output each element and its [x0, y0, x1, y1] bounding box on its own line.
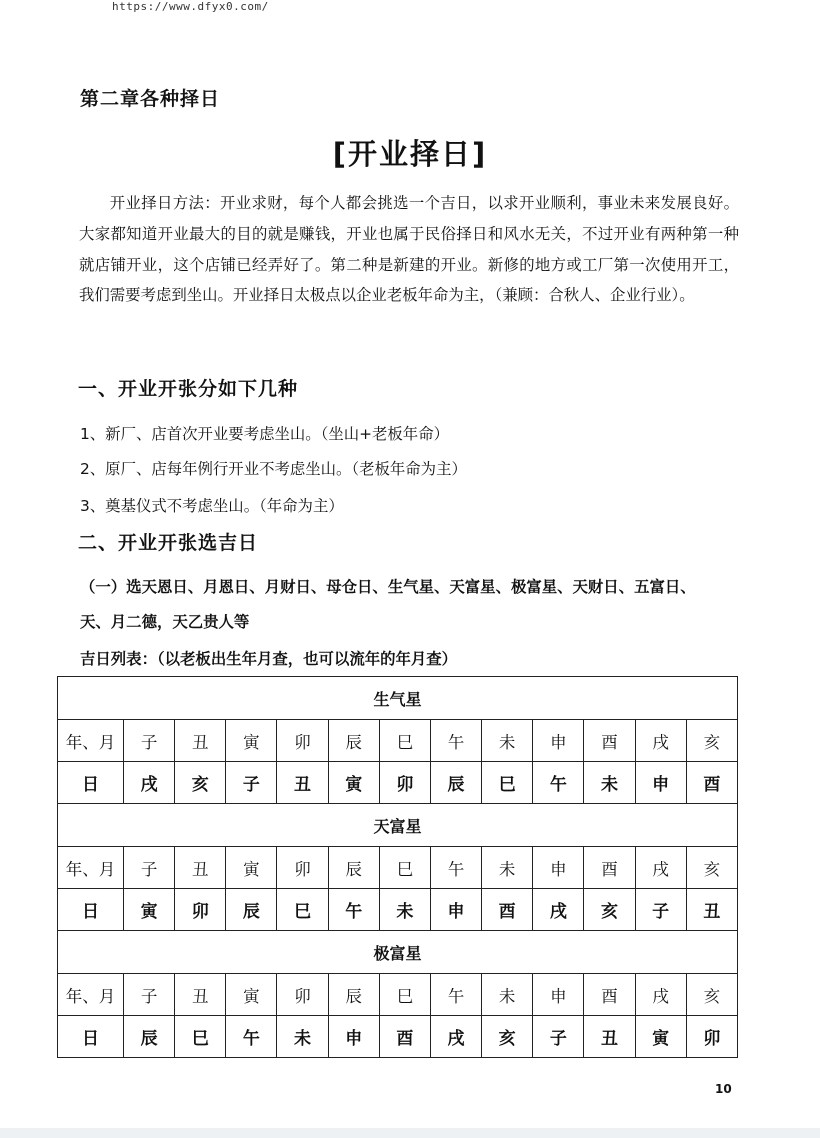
viewer-bottom-bar: [0, 1128, 820, 1138]
month-branch-cell: 子: [124, 847, 175, 889]
month-branch-cell: 未: [482, 847, 533, 889]
day-branch-cell: 卯: [175, 889, 226, 931]
day-branch-cell: 戌: [430, 1016, 481, 1058]
day-branch-cell: 巳: [482, 762, 533, 804]
day-branch-cell: 申: [635, 762, 686, 804]
day-branch-cell: 申: [328, 1016, 379, 1058]
month-branch-cell: 午: [430, 974, 481, 1016]
star-name-header: 生气星: [58, 677, 738, 720]
month-branch-cell: 丑: [175, 847, 226, 889]
day-branch-cell: 巳: [175, 1016, 226, 1058]
row-label-day: 日: [58, 1016, 124, 1058]
day-branch-cell: 辰: [430, 762, 481, 804]
page-number: 10: [715, 1082, 732, 1096]
day-branch-cell: 亥: [584, 889, 635, 931]
month-branch-cell: 子: [124, 974, 175, 1016]
month-branch-cell: 寅: [226, 847, 277, 889]
month-branch-cell: 巳: [379, 720, 430, 762]
day-branch-cell: 酉: [482, 889, 533, 931]
month-branch-cell: 丑: [175, 720, 226, 762]
month-branch-cell: 戌: [635, 720, 686, 762]
intro-paragraph: 开业择日方法：开业求财，每个人都会挑选一个吉日，以求开业顺利，事业未来发展良好。大家都知道开业最大的目的就是赚钱，开业也属于民俗择日和风水无关，不过开业有两种第一种就店铺开业，这个店铺已经弄好了。第二种是新建的开业。新修的地方或工厂第一次使用开工，我们需要考虑到坐山。开业择日太极点以企业老板年命为主，（兼顾：合秋人、企业行业）。: [79, 194, 739, 305]
month-branch-cell: 子: [124, 720, 175, 762]
month-branch-cell: 未: [482, 720, 533, 762]
day-branch-cell: 酉: [379, 1016, 430, 1058]
day-branch-cell: 子: [533, 1016, 584, 1058]
month-branch-cell: 亥: [686, 847, 737, 889]
month-branch-cell: 辰: [328, 974, 379, 1016]
month-branch-cell: 午: [430, 847, 481, 889]
star-name-header: 天富星: [58, 804, 738, 847]
auspicious-list-line1: （一）选天恩日、月恩日、月财日、母仓日、生气星、天富星、极富星、天财日、五富日、: [80, 578, 696, 596]
section2-heading: 二、开业开张选吉日: [78, 532, 259, 554]
month-branch-cell: 丑: [175, 974, 226, 1016]
month-branch-cell: 午: [430, 720, 481, 762]
row-label-month: 年、月: [58, 974, 124, 1016]
month-branch-cell: 巳: [379, 974, 430, 1016]
list-title: 吉日列表：（以老板出生年月查，也可以流年的年月查）: [80, 650, 458, 668]
day-branch-cell: 午: [328, 889, 379, 931]
day-branch-cell: 卯: [686, 1016, 737, 1058]
month-branch-cell: 戌: [635, 847, 686, 889]
day-branch-cell: 丑: [277, 762, 328, 804]
month-branch-cell: 戌: [635, 974, 686, 1016]
month-branch-cell: 申: [533, 974, 584, 1016]
source-url: https://www.dfyx0.com/: [112, 0, 269, 13]
day-branch-cell: 丑: [686, 889, 737, 931]
day-branch-cell: 酉: [686, 762, 737, 804]
day-branch-cell: 寅: [328, 762, 379, 804]
row-label-day: 日: [58, 889, 124, 931]
day-branch-cell: 丑: [584, 1016, 635, 1058]
month-branch-cell: 亥: [686, 974, 737, 1016]
month-branch-cell: 酉: [584, 847, 635, 889]
month-branch-cell: 寅: [226, 974, 277, 1016]
row-label-month: 年、月: [58, 720, 124, 762]
month-branch-cell: 酉: [584, 720, 635, 762]
month-branch-cell: 辰: [328, 720, 379, 762]
star-name-header: 极富星: [58, 931, 738, 974]
day-branch-cell: 巳: [277, 889, 328, 931]
month-branch-cell: 申: [533, 847, 584, 889]
day-branch-cell: 亥: [175, 762, 226, 804]
section1-heading: 一、开业开张分如下几种: [78, 378, 299, 400]
day-branch-cell: 未: [379, 889, 430, 931]
page-title: [开业择日]: [332, 137, 488, 171]
day-branch-cell: 子: [635, 889, 686, 931]
month-branch-cell: 卯: [277, 974, 328, 1016]
row-label-month: 年、月: [58, 847, 124, 889]
chapter-title: 第二章各种择日: [80, 88, 221, 110]
day-branch-cell: 午: [226, 1016, 277, 1058]
day-branch-cell: 卯: [379, 762, 430, 804]
month-branch-cell: 卯: [277, 720, 328, 762]
auspicious-day-table: [57, 676, 738, 1058]
month-branch-cell: 辰: [328, 847, 379, 889]
list-item: 3、奠基仪式不考虑坐山。（年命为主）: [80, 497, 344, 515]
row-label-day: 日: [58, 762, 124, 804]
list-item: 2、原厂、店每年例行开业不考虑坐山。（老板年命为主）: [80, 460, 467, 478]
day-branch-cell: 子: [226, 762, 277, 804]
day-branch-cell: 寅: [635, 1016, 686, 1058]
month-branch-cell: 亥: [686, 720, 737, 762]
day-branch-cell: 戌: [533, 889, 584, 931]
day-branch-cell: 申: [430, 889, 481, 931]
month-branch-cell: 申: [533, 720, 584, 762]
month-branch-cell: 寅: [226, 720, 277, 762]
list-item: 1、新厂、店首次开业要考虑坐山。（坐山+老板年命）: [80, 425, 449, 443]
day-branch-cell: 戌: [124, 762, 175, 804]
day-branch-cell: 亥: [482, 1016, 533, 1058]
day-branch-cell: 辰: [124, 1016, 175, 1058]
auspicious-list-line2: 天、月二德，天乙贵人等: [80, 613, 250, 631]
day-branch-cell: 辰: [226, 889, 277, 931]
day-branch-cell: 午: [533, 762, 584, 804]
month-branch-cell: 卯: [277, 847, 328, 889]
day-branch-cell: 未: [584, 762, 635, 804]
day-branch-cell: 寅: [124, 889, 175, 931]
month-branch-cell: 未: [482, 974, 533, 1016]
month-branch-cell: 酉: [584, 974, 635, 1016]
day-branch-cell: 未: [277, 1016, 328, 1058]
month-branch-cell: 巳: [379, 847, 430, 889]
